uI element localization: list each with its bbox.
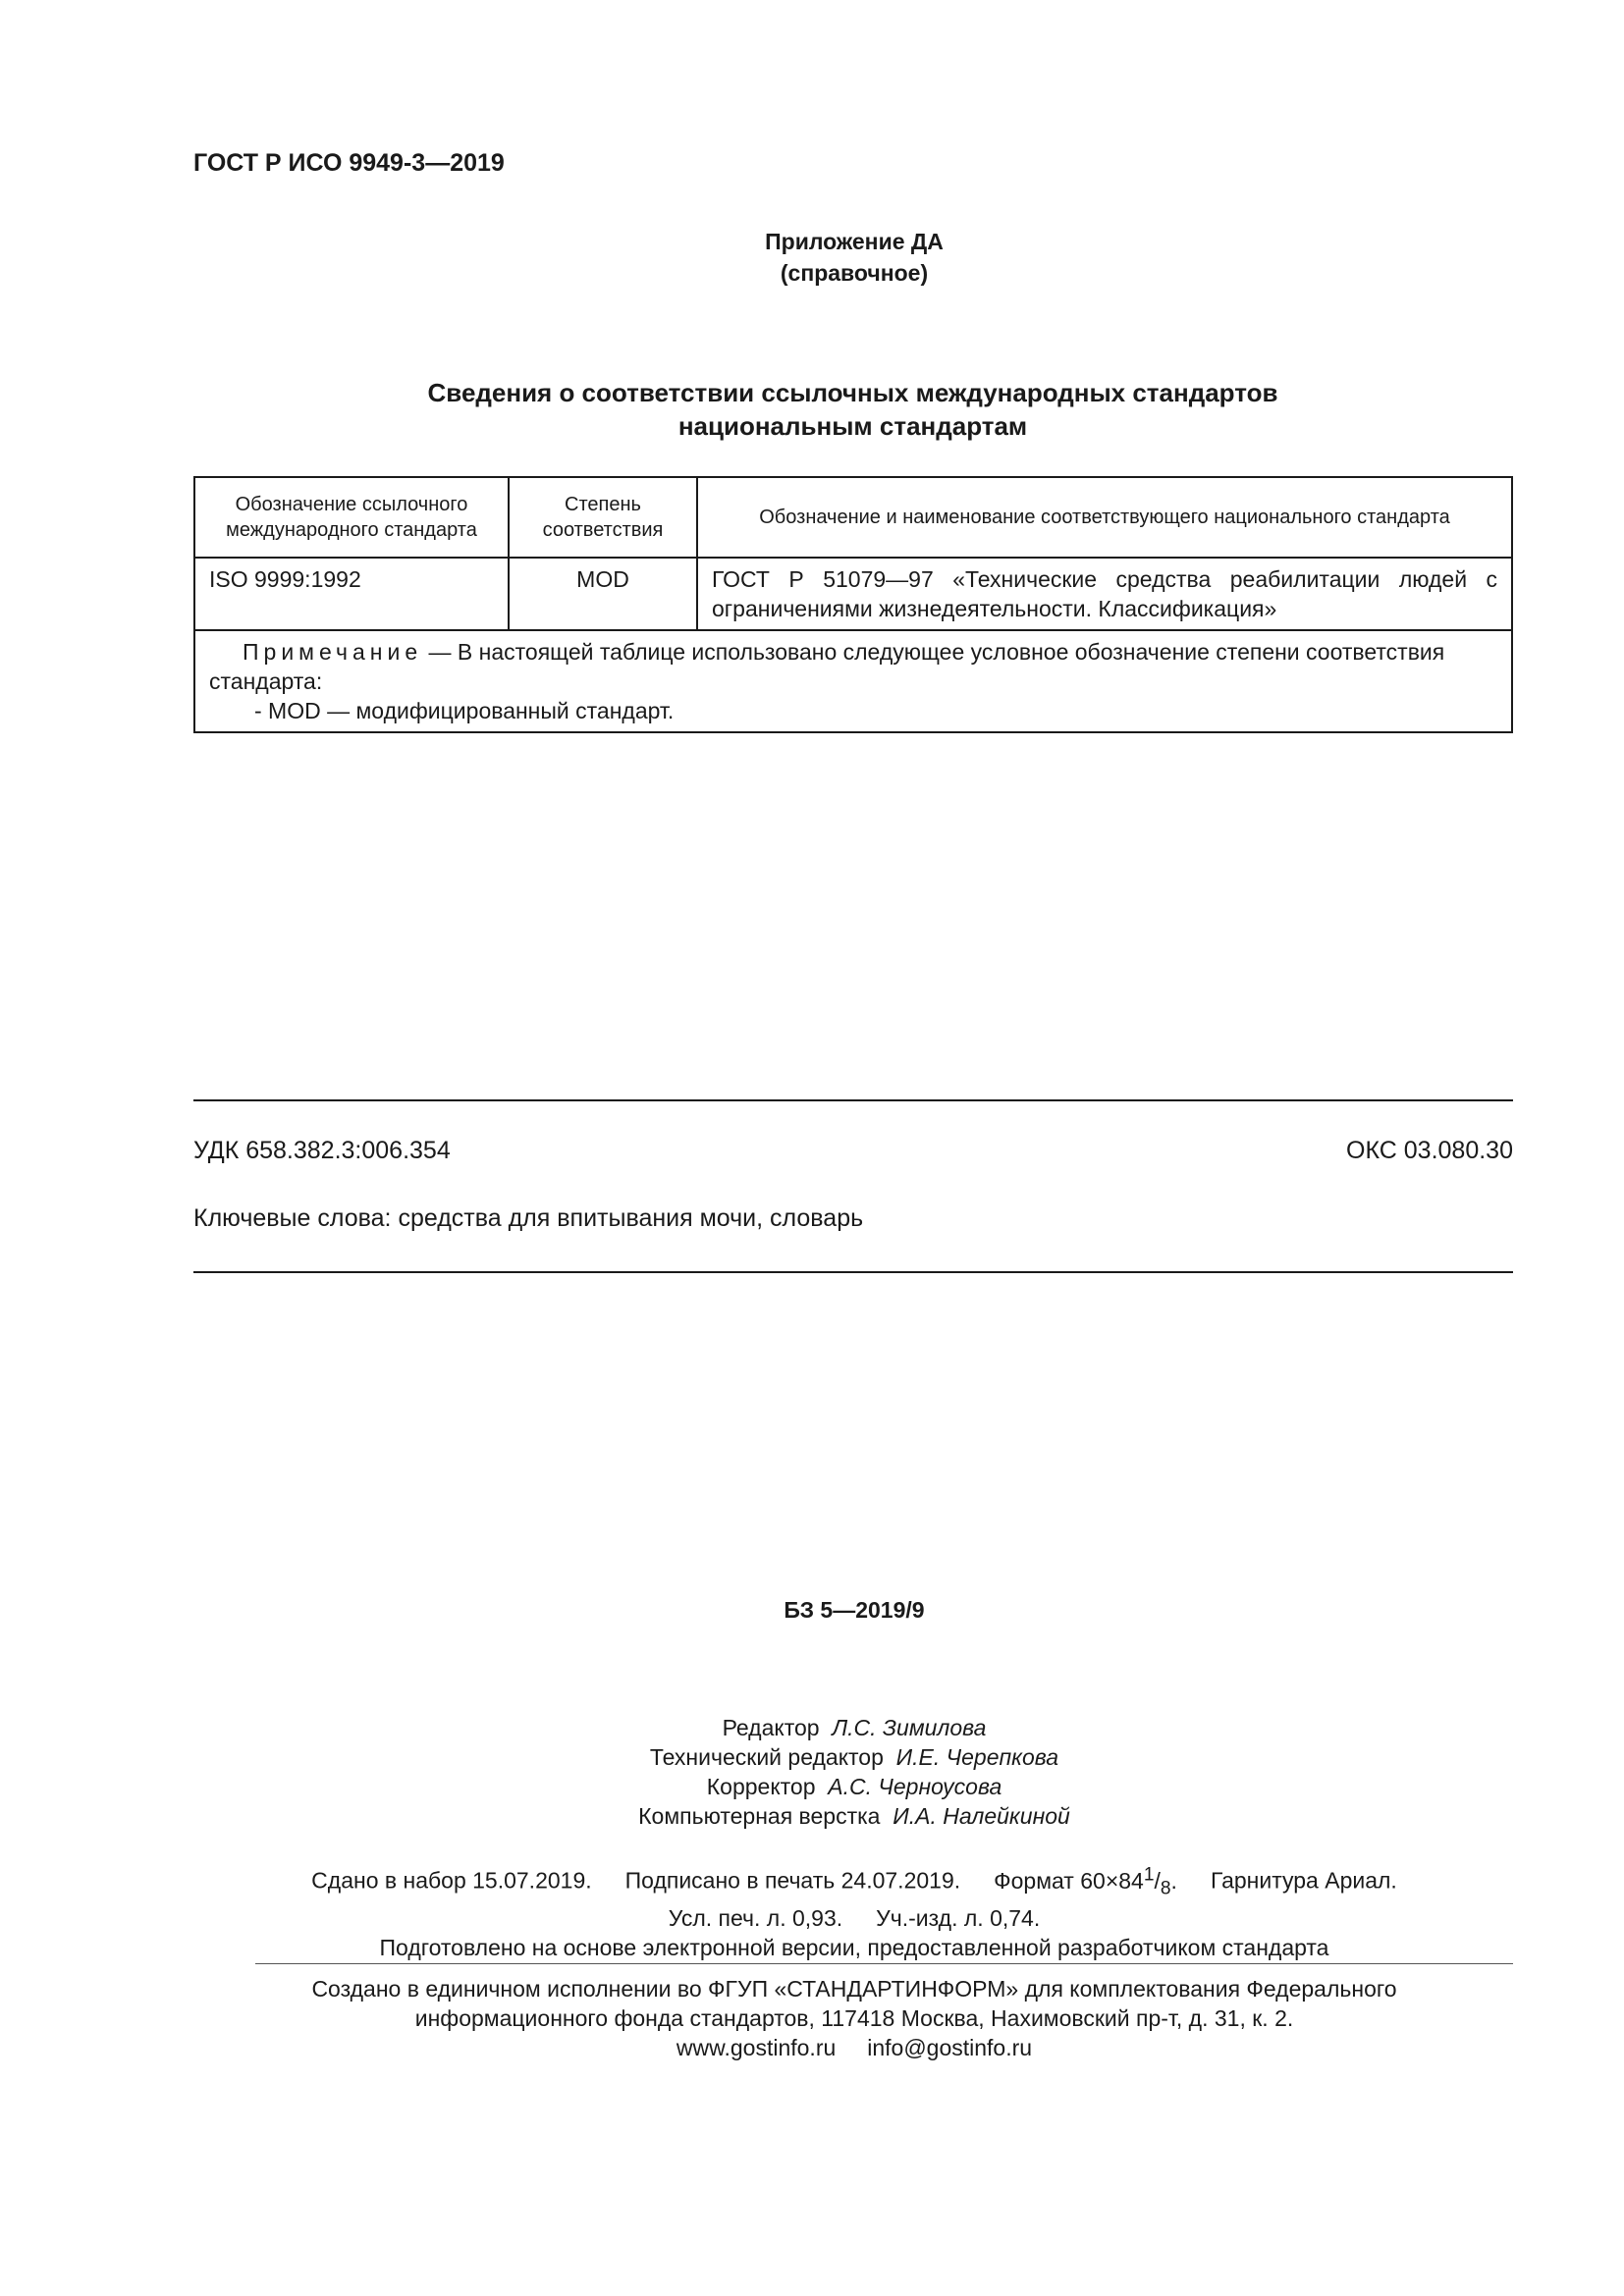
credit-role: Технический редактор [649, 1744, 884, 1770]
publication-line-1 [0, 1860, 1624, 1903]
format-sub: 8 [1160, 1878, 1171, 1899]
format-sup: 1 [1143, 1864, 1155, 1885]
divider-bottom [193, 1271, 1513, 1273]
section-title-line1: Сведения о соответствии ссылочных международных стандартов [427, 378, 1278, 407]
note-list-item: - MOD — модифицированный стандарт. [254, 698, 675, 723]
cell-ref-standard: ISO 9999:1992 [194, 558, 509, 630]
credit-role: Корректор [706, 1774, 816, 1799]
annex-subtitle: (справочное) [780, 260, 929, 286]
header-degree: Степень соответствия [509, 477, 697, 558]
credit-line [0, 1801, 1624, 1831]
prepared-note: Подготовлено на основе электронной версии, предоставленной разработчиком стандарта [379, 1935, 1329, 1961]
submitted-date: Сдано в набор 15.07.2019. [311, 1867, 592, 1894]
typeface: Гарнитура Ариал. [1210, 1867, 1397, 1894]
maker-line-1: Создано в единичном исполнении во ФГУП «СТАНДАРТИНФОРМ» для комплектования Федерального [311, 1976, 1397, 2002]
format-prefix: Формат 60×84 [994, 1867, 1144, 1894]
website-link[interactable]: www.gostinfo.ru [676, 2035, 837, 2060]
publication-line-2 [0, 1903, 1624, 1933]
signed-date: Подписано в печать 24.07.2019. [624, 1867, 961, 1894]
reference-standards-table [193, 476, 1513, 733]
document-code: ГОСТ Р ИСО 9949-3—2019 [193, 149, 505, 177]
cell-degree: MOD [509, 558, 697, 630]
cell-national-standard: ГОСТ Р 51079—97 «Технические средства реабилитации людей с ограничениями жизнедеятельности. Классификация» [697, 558, 1512, 630]
note-text: — В настоящей таблице использовано следующее условное обозначение степени соответствия стандарта: [209, 639, 1445, 694]
table-row [194, 558, 1512, 630]
publication-info [0, 1860, 1624, 1962]
annex-heading [0, 226, 1624, 289]
print-sheets: Усл. печ. л. 0,93. [668, 1905, 843, 1932]
credit-role: Компьютерная верстка [638, 1803, 881, 1829]
credit-line [0, 1742, 1624, 1772]
credit-name: А.С. Черноусова [828, 1774, 1002, 1799]
contact-line [0, 2033, 1624, 2062]
table-header-row [194, 477, 1512, 558]
credit-name: И.Е. Черепкова [895, 1744, 1059, 1770]
maker-line-2: информационного фонда стандартов, 117418 Москва, Нахимовский пр-т, д. 31, к. 2. [414, 2005, 1294, 2031]
credits-block [0, 1713, 1624, 1831]
divider-top [193, 1099, 1513, 1101]
divider-imprint [255, 1963, 1513, 1964]
annex-title: Приложение ДА [765, 229, 944, 254]
credit-role: Редактор [722, 1715, 820, 1740]
note-paragraph [209, 637, 1497, 696]
section-title-line2: национальным стандартам [677, 411, 1028, 441]
credit-name: И.А. Налейкиной [893, 1803, 1070, 1829]
header-ref-standard: Обозначение ссылочного международного стандарта [194, 477, 509, 558]
table-note [194, 630, 1512, 732]
publisher-sheets: Уч.-изд. л. 0,74. [876, 1905, 1041, 1932]
credit-line [0, 1772, 1624, 1801]
udc-code: УДК 658.382.3:006.354 [193, 1137, 451, 1164]
email-link[interactable]: info@gostinfo.ru [867, 2035, 1033, 2060]
keywords: Ключевые слова: средства для впитывания мочи, словарь [193, 1204, 864, 1232]
paper-format: Формат $60\times 84^1/_8$. [994, 1864, 1177, 1899]
credit-name: Л.С. Зимилова [832, 1715, 987, 1740]
maker-block [0, 1974, 1624, 2062]
header-national-standard: Обозначение и наименование соответствующего национального стандарта [697, 477, 1512, 558]
note-label: Примечание [243, 639, 423, 665]
bz-number: БЗ 5—2019/9 [784, 1597, 925, 1623]
credit-line [0, 1713, 1624, 1742]
section-title [193, 376, 1512, 443]
oks-code: ОКС 03.080.30 [1346, 1137, 1513, 1164]
table-note-row [194, 630, 1512, 732]
format-suffix: . [1170, 1867, 1177, 1894]
